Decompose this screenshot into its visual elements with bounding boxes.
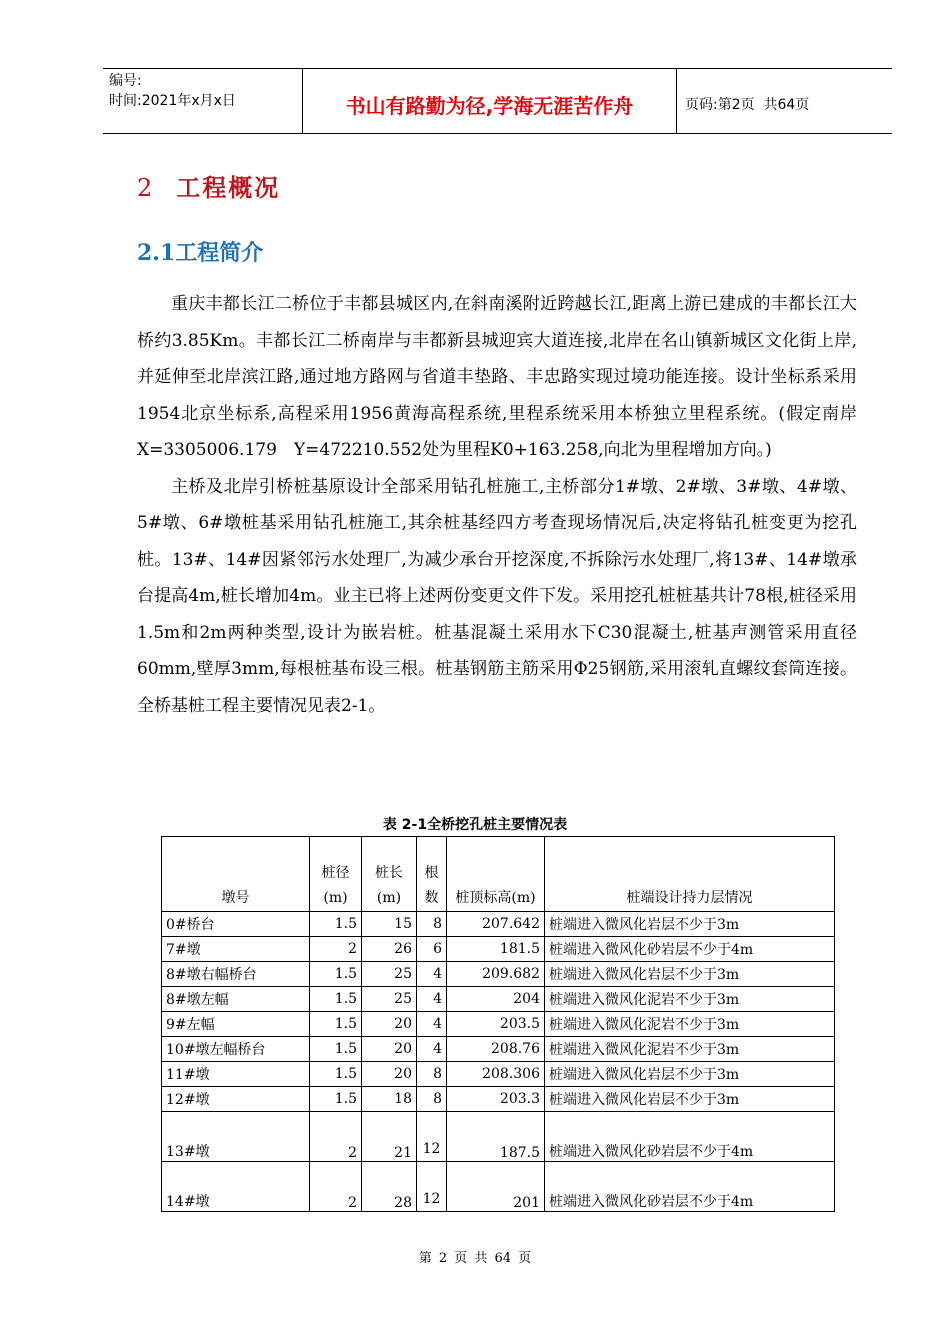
table-cell: 18 [362, 1087, 417, 1112]
number-label: 编号: [109, 73, 142, 89]
section-title: 工程概况 [176, 173, 281, 202]
table-cell: 4 [417, 1037, 447, 1062]
table-cell: 1.5 [310, 1012, 362, 1037]
table-cell: 10#墩左幅桥台 [162, 1037, 310, 1062]
table-row [162, 1062, 835, 1087]
header-motto: 书山有路勤为径,学海无涯苦作舟 [303, 69, 677, 133]
table-header-row [162, 837, 835, 912]
table-cell: 14#墩 [162, 1162, 310, 1212]
table-cell: 21 [362, 1112, 417, 1162]
section-heading [137, 168, 280, 203]
table-cell: 6 [417, 937, 447, 962]
header-page-info [677, 69, 892, 133]
table-cell: 桩端进入微风化岩层不少于3m [545, 1062, 835, 1087]
paragraph-1: 重庆丰都长江二桥位于丰都县城区内,在斜南溪附近跨越长江,距离上游已建成的丰都长江大桥约3.85Km。丰都长江二桥南岸与丰都新县城迎宾大道连接,北岸在名山镇新城区文化街上岸,并延伸至北岸滨江路,通过地方路网与省道丰垫路、丰忠路实现过境功能连接。设计坐标系采用1954北京坐标系,高程采用1956黄海高程系统,里程系统采用本桥独立里程系统。(假定南岸X=3305006.179 Y=472210.552处为里程K0+163.258,向北为里程增加方向。) [137, 294, 857, 460]
table-cell: 0#桥台 [162, 912, 310, 937]
table-cell: 208.76 [447, 1037, 545, 1062]
table-cell: 20 [362, 1037, 417, 1062]
table-cell: 20 [362, 1062, 417, 1087]
page-header [103, 68, 892, 134]
table-cell: 26 [362, 937, 417, 962]
table-cell: 桩端进入微风化岩层不少于3m [545, 912, 835, 937]
body-text [137, 286, 857, 724]
header-cell: 墩号 [162, 837, 310, 912]
table-cell: 15 [362, 912, 417, 937]
header-meta [103, 69, 303, 133]
table-cell: 209.682 [447, 962, 545, 987]
table-cell: 1.5 [310, 1037, 362, 1062]
table-cell: 2 [310, 937, 362, 962]
table-cell: 207.642 [447, 912, 545, 937]
subsection-heading: 2.1工程简介 [137, 240, 264, 266]
table-cell: 桩端进入微风化泥岩不少于3m [545, 1037, 835, 1062]
table-cell: 203.3 [447, 1087, 545, 1112]
pile-table [161, 836, 835, 1212]
table-cell: 12#墩 [162, 1087, 310, 1112]
table-row [162, 937, 835, 962]
table-cell: 28 [362, 1162, 417, 1212]
header-cell: 桩长(m) [362, 837, 417, 912]
table-row [162, 1087, 835, 1112]
table-cell: 1.5 [310, 962, 362, 987]
table-cell: 8 [417, 1062, 447, 1087]
table-cell: 2 [310, 1162, 362, 1212]
table-cell: 2 [310, 1112, 362, 1162]
table-cell: 4 [417, 987, 447, 1012]
table-cell: 20 [362, 1012, 417, 1037]
table-cell: 204 [447, 987, 545, 1012]
table-cell: 7#墩 [162, 937, 310, 962]
table-row [162, 912, 835, 937]
header-cell: 根数 [417, 837, 447, 912]
table-cell: 8#墩左幅 [162, 987, 310, 1012]
table-cell: 11#墩 [162, 1062, 310, 1087]
table-cell: 13#墩 [162, 1112, 310, 1162]
page-info-text: 页码:第2页 共64页 [685, 97, 810, 113]
table-cell: 桩端进入微风化岩层不少于3m [545, 1087, 835, 1112]
table-cell: 12 [417, 1162, 447, 1212]
table-cell: 187.5 [447, 1112, 545, 1162]
table-cell: 12 [417, 1112, 447, 1162]
section-number: 2 [137, 174, 155, 202]
table-cell: 201 [447, 1162, 545, 1212]
header-cell: 桩顶标高(m) [447, 837, 545, 912]
table-cell: 桩端进入微风化岩层不少于3m [545, 962, 835, 987]
table-cell: 208.306 [447, 1062, 545, 1087]
header-cell: 桩径(m) [310, 837, 362, 912]
table-cell: 1.5 [310, 1062, 362, 1087]
table-row [162, 1162, 835, 1212]
table-cell: 1.5 [310, 912, 362, 937]
table-cell: 8#墩右幅桥台 [162, 962, 310, 987]
table-cell: 8 [417, 912, 447, 937]
page-footer: 第 2 页 共 64 页 [418, 1251, 532, 1266]
table-cell: 25 [362, 962, 417, 987]
table-cell: 8 [417, 1087, 447, 1112]
table-cell: 桩端进入微风化泥岩不少于3m [545, 987, 835, 1012]
header-cell: 桩端设计持力层情况 [545, 837, 835, 912]
table-row [162, 987, 835, 1012]
table-row [162, 1037, 835, 1062]
table-cell: 4 [417, 962, 447, 987]
table-cell: 203.5 [447, 1012, 545, 1037]
table-cell: 1.5 [310, 987, 362, 1012]
table-caption: 表 2-1全桥挖孔桩主要情况表 [382, 817, 568, 833]
table-row [162, 1112, 835, 1162]
table-row [162, 962, 835, 987]
table-cell: 9#左幅 [162, 1012, 310, 1037]
table-cell: 桩端进入微风化砂岩层不少于4m [545, 937, 835, 962]
table-cell: 25 [362, 987, 417, 1012]
table-cell: 桩端进入微风化砂岩层不少于4m [545, 1162, 835, 1212]
table-row [162, 1012, 835, 1037]
table-cell: 4 [417, 1012, 447, 1037]
table-cell: 桩端进入微风化泥岩不少于3m [545, 1012, 835, 1037]
time-label: 时间:2021年x月x日 [109, 93, 236, 109]
table-cell: 181.5 [447, 937, 545, 962]
paragraph-2: 主桥及北岸引桥桩基原设计全部采用钻孔桩施工,主桥部分1#墩、2#墩、3#墩、4#墩、5#墩、6#墩桩基采用钻孔桩施工,其余桩基经四方考查现场情况后,决定将钻孔桩变更为挖孔桩。13#、14#因紧邻污水处理厂,为减少承台开挖深度,不拆除污水处理厂,将13#、14#墩承台提高4m,桩长增加4m。业主已将上述两份变更文件下发。采用挖孔桩桩基共计78根,桩径采用1.5m和2m两种类型,设计为嵌岩桩。桩基混凝土采用水下C30混凝土,桩基声测管采用直径60mm,壁厚3mm,每根桩基布设三根。桩基钢筋主筋采用Φ25钢筋,采用滚轧直螺纹套筒连接。全桥基桩工程主要情况见表2-1。 [137, 476, 857, 716]
table-cell: 1.5 [310, 1087, 362, 1112]
table-cell: 桩端进入微风化砂岩层不少于4m [545, 1112, 835, 1162]
